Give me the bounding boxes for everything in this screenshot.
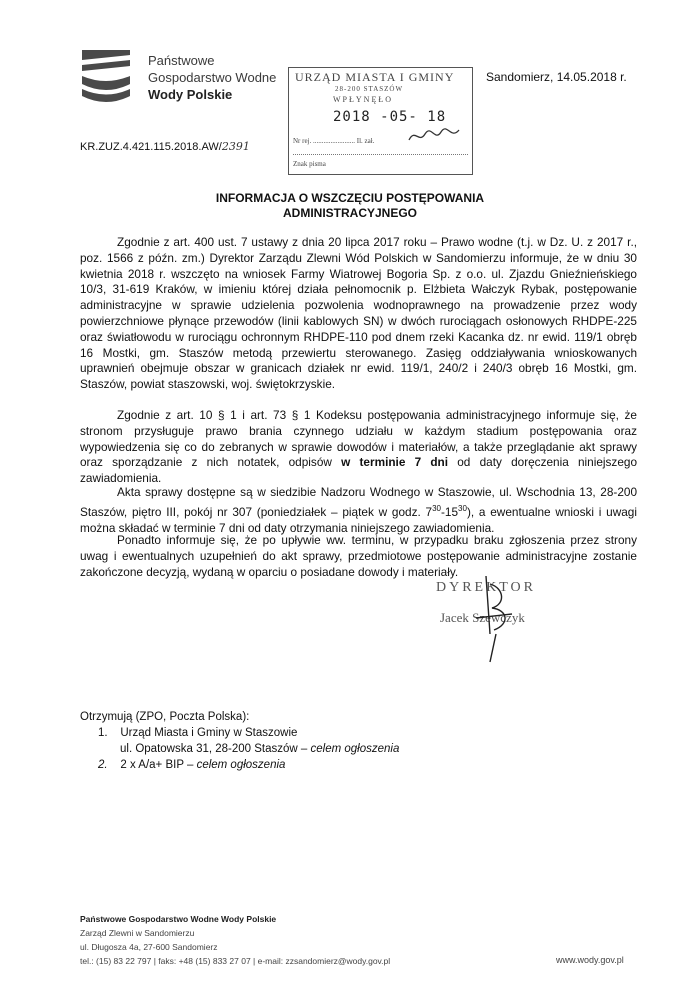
deadline-bold: w terminie 7 dni: [341, 455, 449, 470]
paragraph-4: Ponadto informuje się, że po upływie ww. terminu, w przypadku braku zgłoszenia przez strony uwag i ewentualnych uzupełnień do akt sprawy, przedmiotowe postępowanie administracyjne zostanie zakończone decyzją, wydaną w oparciu o posiadane dowody i materiały.: [80, 533, 637, 579]
logo-line-2: Gospodarstwo Wodne: [148, 70, 277, 85]
stamp-initials: [407, 126, 462, 146]
signature-role: DYREKTOR: [436, 580, 536, 595]
footer-unit: Zarząd Zlewni w Sandomierzu: [80, 928, 195, 938]
place-date: Sandomierz, 14.05.2018 r.: [486, 70, 627, 84]
wody-polskie-logo-icon: [80, 46, 132, 106]
stamp-nr-label: Nr rej. ........................ Il. zał.: [293, 137, 375, 145]
director-signature-block: [436, 580, 576, 660]
logo-line-3: Wody Polskie: [148, 87, 233, 102]
document-title: INFORMACJA O WSZCZĘCIU POSTĘPOWANIA ADMINISTRACYJNEGO: [215, 191, 485, 220]
paragraph-2: Zgodnie z art. 10 § 1 i art. 73 § 1 Kodeksu postępowania administracyjnego informuje się, że stronom przysługuje prawo brania czynnego udziału w każdym stadium postępowania oraz wypowiedzenia się co do zebranych w sprawie dowodów i materiałów, a także przeglądanie akt sprawy oraz sporządzanie z nich notatek, odpisów w terminie 7 dni od daty doręczenia niniejszego zawiadomienia.: [80, 408, 638, 486]
footer: [80, 912, 390, 968]
paragraph-3: Akta sprawy dostępne są w siedzibie Nadzoru Wodnego w Staszowie, ul. Wschodnia 13, 28-200 Staszów, piętro III, pokój nr 307 (poniedziałek – piątek w godz. $7^{30}-15^{30}$), a ewentualne wnioski i uwagi można składać w terminie 7 dni od daty otrzymania niniejszego zawiadomienia.: [80, 485, 637, 535]
handwritten-number: 2391: [221, 140, 250, 153]
footer-address: ul. Długosza 4a, 27-600 Sandomierz: [80, 942, 218, 952]
footer-contact: tel.: (15) 83 22 797 | faks: +48 (15) 833 27 07 | e-mail: zzsandomierz@wody.gov.pl: [80, 956, 391, 966]
recipient-2: 2. 2 x A/a+ BIP – celem ogłoszenia: [98, 759, 286, 771]
logo-wordmark: [148, 52, 276, 103]
logo-line-1: Państwowe: [148, 53, 215, 68]
footer-website: www.wody.gov.pl: [556, 955, 624, 965]
stamp-znak-label: Znak pisma: [293, 160, 326, 168]
case-reference: KR.ZUZ.4.421.115.2018.AW/2391: [80, 140, 250, 153]
received-stamp: [288, 67, 473, 175]
paragraph-1: Zgodnie z art. 400 ust. 7 ustawy z dnia 20 lipca 2017 roku – Prawo wodne (t.j. w Dz. U. z 2017 r., poz. 1566 z późn. zm.) Dyrektor Zarządu Zlewni Wód Polskich w Sandomierzu informuje, że w dniu 30 kwietnia 2018 r. wszczęto na wniosek Farmy Wiatrowej Bogoria Sp. z o.o. ul. Zjazdu Gnieźnieńskiego 10/3, 31-619 Kraków, w imieniu której działa pełnomocnik p. Elżbieta Wałczyk Rybak, postępowanie administracyjne w sprawie udzielenia pozwolenia wodnoprawnego na prowadzenie przez wody powierzchniowe płynące przewodów (linii kablowych SN) w dwóch rurociągach osłonowych RHDPE-225 oraz światłowodu w rurociągu ochronnym RHDPE-110 pod dnem rzeki Kacanka dz. nr ewid. 119/1 obręb 16 Mostki, gm. Staszów metodą przewiertu sterowanego. Zasięg oddziaływania wnioskowanych uprawnień obejmuje obszar w granicach działek nr ewid. 119/1, 240/2 i 240/3 obręb 16 Mostki, gm. Staszów, powiat staszowski, woj. świętokrzyskie.: [80, 235, 637, 392]
signature-name: Jacek Szewczyk: [440, 610, 525, 625]
stamp-received: WPŁYNĘŁO: [333, 95, 393, 104]
stamp-office: URZĄD MIASTA I GMINY: [295, 70, 455, 84]
handwritten-signature: [456, 574, 526, 664]
stamp-date: 2018 -05- 18: [333, 109, 447, 125]
recipients-header: Otrzymują (ZPO, Poczta Polska):: [80, 711, 250, 723]
footer-org: Państwowe Gospodarstwo Wodne Wody Polskie: [80, 914, 277, 924]
recipients-list: [80, 709, 399, 773]
recipient-1: 1. Urząd Miasta i Gminy w Staszowie ul. Opatowska 31, 28-200 Staszów – celem ogłoszenia: [98, 727, 400, 755]
stamp-city: 28-200 STASZÓW: [335, 85, 404, 93]
